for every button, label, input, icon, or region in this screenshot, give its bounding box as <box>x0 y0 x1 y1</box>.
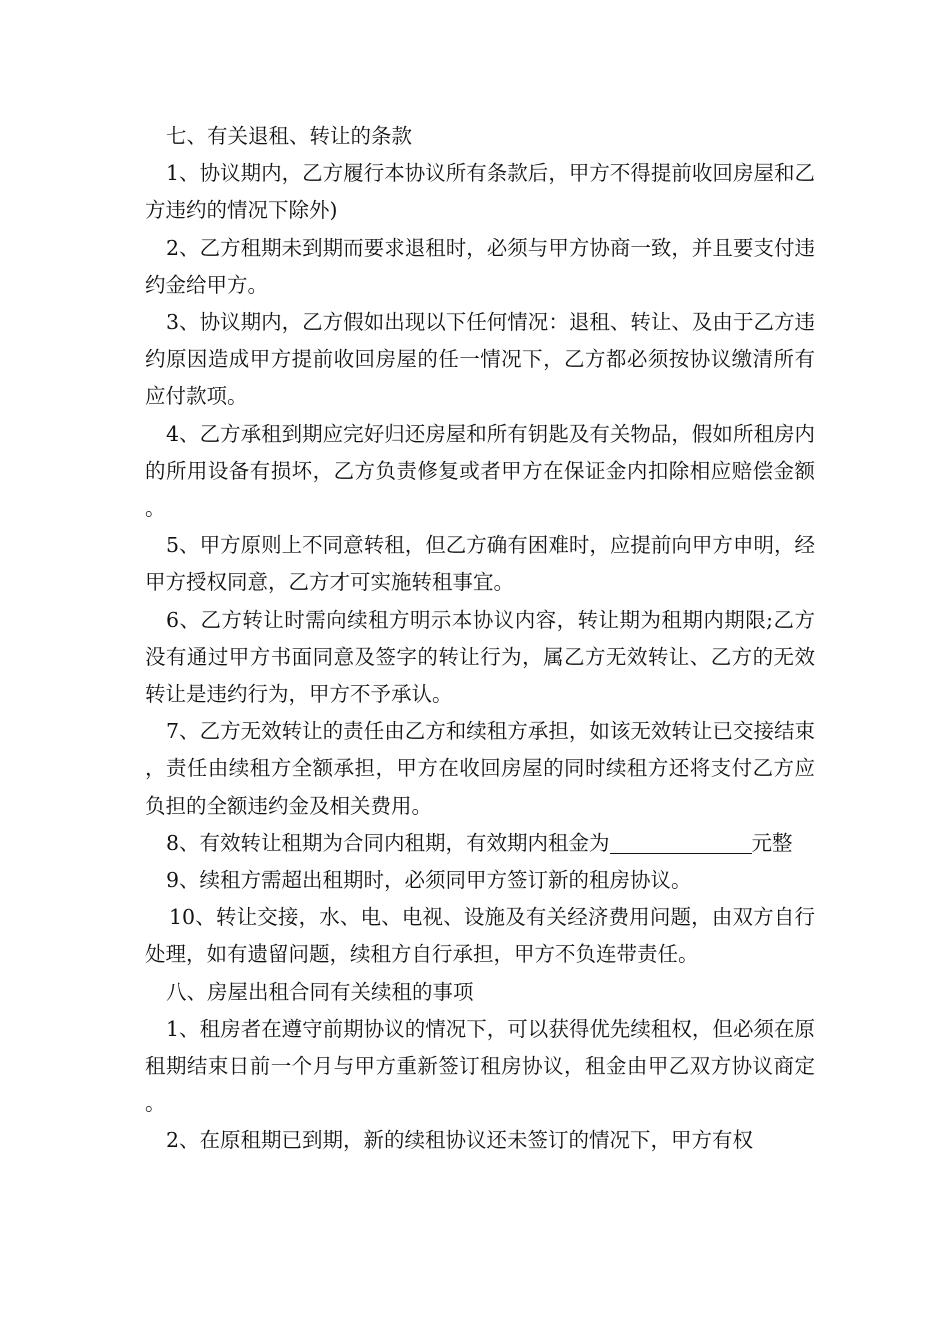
clause-8-text: 8、有效转让租期为合同内租期，有效期内租金为 <box>166 830 610 855</box>
section-8-clause-1: 1、租房者在遵守前期协议的情况下，可以获得优先续租权，但必须在原租期结束日前一个月与甲方重新签订租房协议，租金由甲乙双方协议商定。 <box>145 1016 815 1116</box>
section-7-clause-8 <box>145 825 815 862</box>
section-7-clause-7: 7、乙方无效转让的责任由乙方和续租方承担，如该无效转让已交接结束，责任由续租方全额承担，甲方在收回房屋的同时续租方还将支付乙方应负担的全额违约金及相关费用。 <box>145 719 815 818</box>
section-8-heading: 八、房屋出租合同有关续租的事项 <box>166 979 474 1004</box>
section-8-clause-2: 2、在原租期已到期，新的续租协议还未签订的情况下，甲方有权 <box>166 1128 754 1153</box>
document-body <box>145 118 815 1160</box>
rent-amount-blank <box>610 832 752 854</box>
section-7-clause-2: 2、乙方租期未到期而要求退租时，必须与甲方协商一致，并且要支付违约金给甲方。 <box>145 235 815 297</box>
section-7-clause-10: 10、转让交接，水、电、电视、设施及有关经济费用问题，由双方自行处理，如有遗留问题，续租方自行承担，甲方不负连带责任。 <box>145 905 815 967</box>
section-7-clause-3: 3、协议期内，乙方假如出现以下任何情况：退租、转让、及由于乙方违约原因造成甲方提前收回房屋的任一情况下，乙方都必须按协议缴清所有应付款项。 <box>145 310 815 409</box>
clause-8-unit: 元整 <box>751 830 793 855</box>
section-7-clause-6: 6、乙方转让时需向续租方明示本协议内容，转让期为租期内期限;乙方没有通过甲方书面同意及签字的转让行为，属乙方无效转让、乙方的无效转让是违约行为，甲方不予承认。 <box>145 607 815 707</box>
section-7-clause-5: 5、甲方原则上不同意转租，但乙方确有困难时，应提前向甲方申明，经甲方授权同意，乙方才可实施转租事宜。 <box>145 533 815 595</box>
section-7-clause-9: 9、续租方需超出租期时，必须同甲方签订新的租房协议。 <box>166 868 692 893</box>
section-7-clause-1: 1、协议期内，乙方履行本协议所有条款后，甲方不得提前收回房屋和乙方违约的情况下除外) <box>145 161 815 223</box>
section-7-clause-4: 4、乙方承租到期应完好归还房屋和所有钥匙及有关物品，假如所租房内的所用设备有损坏，乙方负责修复或者甲方在保证金内扣除相应赔偿金额。 <box>145 421 815 521</box>
section-7-heading: 七、有关退租、转让的条款 <box>166 124 412 148</box>
